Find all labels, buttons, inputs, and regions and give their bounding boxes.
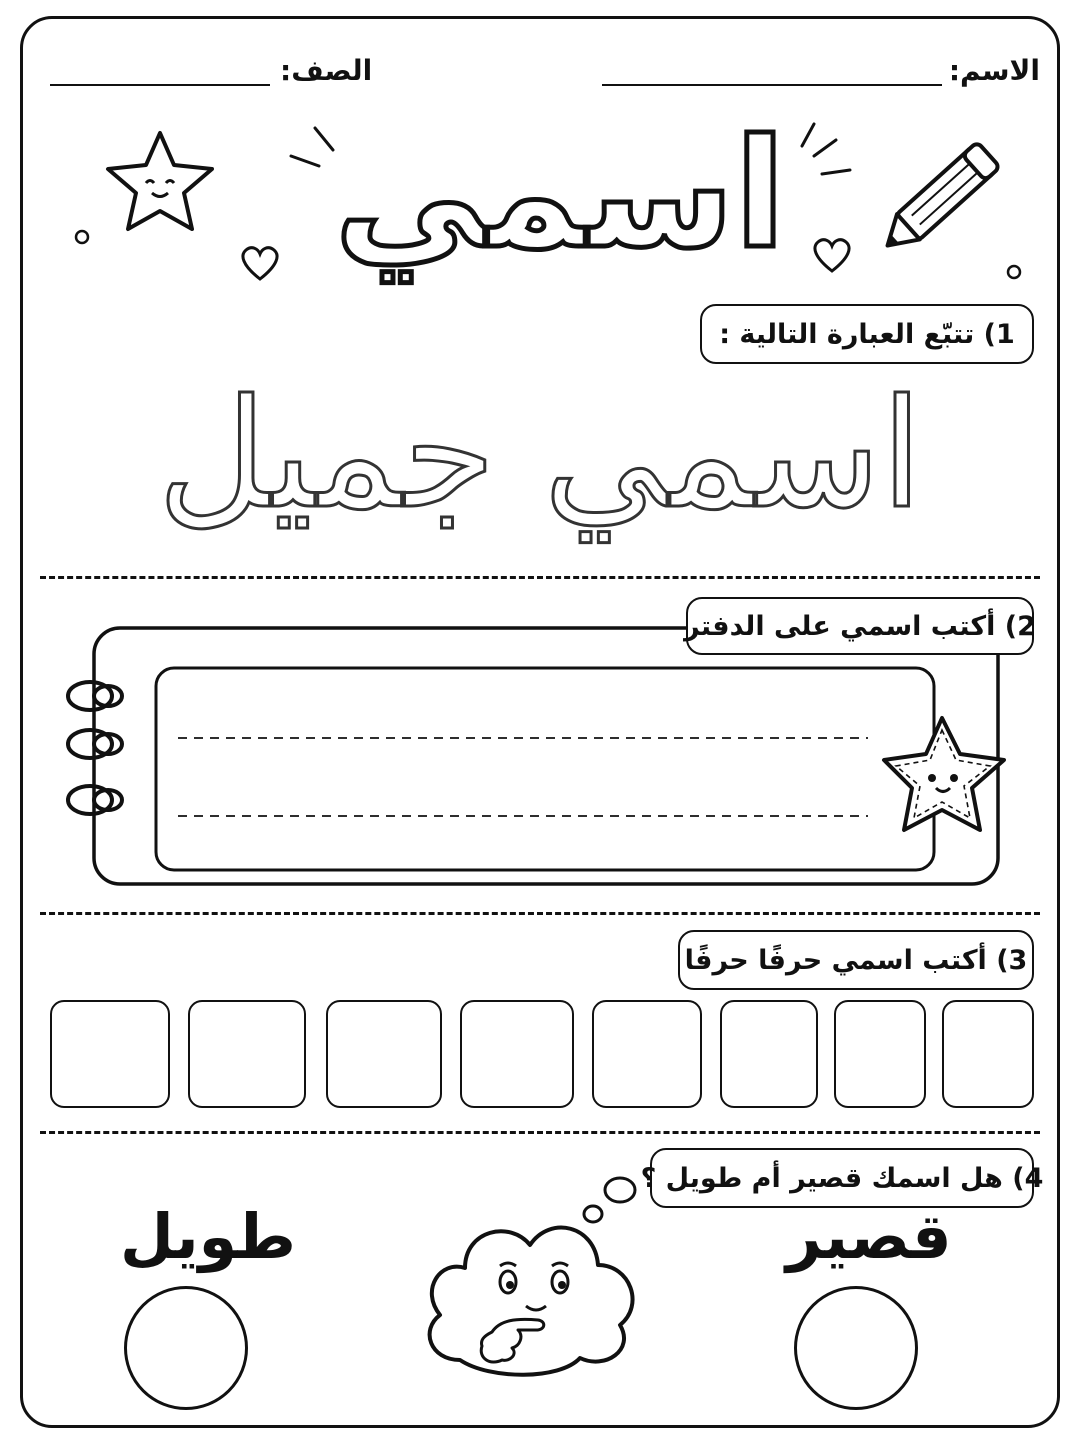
star-icon — [880, 712, 1020, 842]
sparkle-lines-icon — [790, 118, 860, 188]
notebook-icon — [60, 620, 1005, 892]
choice-long-circle[interactable] — [124, 1286, 248, 1410]
divider — [40, 576, 1040, 579]
cloud-character-icon — [420, 1170, 650, 1385]
circle-dot-icon — [1002, 260, 1026, 284]
worksheet-title: اسمي — [334, 108, 786, 282]
section-1-label: 1) تتبّع العبارة التالية : — [700, 304, 1034, 364]
class-field[interactable] — [50, 84, 270, 86]
star-icon — [100, 125, 230, 245]
section-3-label: 3) أكتب اسمي حرفًا حرفًا — [678, 930, 1034, 990]
name-label: الاسم: — [948, 54, 1040, 87]
divider — [40, 912, 1040, 915]
letter-box-4[interactable] — [592, 1000, 702, 1108]
letter-box-6[interactable] — [326, 1000, 442, 1108]
section-4-label: 4) هل اسمك قصير أم طويل ؟ — [650, 1148, 1034, 1208]
class-label: الصف: — [280, 54, 373, 87]
section-2-label: 2) أكتب اسمي على الدفتر — [686, 597, 1034, 655]
letter-box-8[interactable] — [50, 1000, 170, 1108]
letter-box-5[interactable] — [460, 1000, 574, 1108]
choice-short-circle[interactable] — [794, 1286, 918, 1410]
letter-box-2[interactable] — [834, 1000, 926, 1108]
circle-dot-icon — [70, 225, 94, 249]
choice-short-label: قصير — [786, 1200, 952, 1273]
pencil-icon — [875, 130, 1020, 255]
heart-icon — [810, 235, 854, 275]
letter-box-1[interactable] — [942, 1000, 1034, 1108]
choice-long-label: طويل — [120, 1200, 296, 1273]
letter-box-3[interactable] — [720, 1000, 818, 1108]
heart-icon — [238, 243, 282, 283]
name-field[interactable] — [602, 84, 942, 86]
letter-box-7[interactable] — [188, 1000, 306, 1108]
divider — [40, 1131, 1040, 1134]
trace-phrase: اسمي جميل — [157, 368, 923, 542]
